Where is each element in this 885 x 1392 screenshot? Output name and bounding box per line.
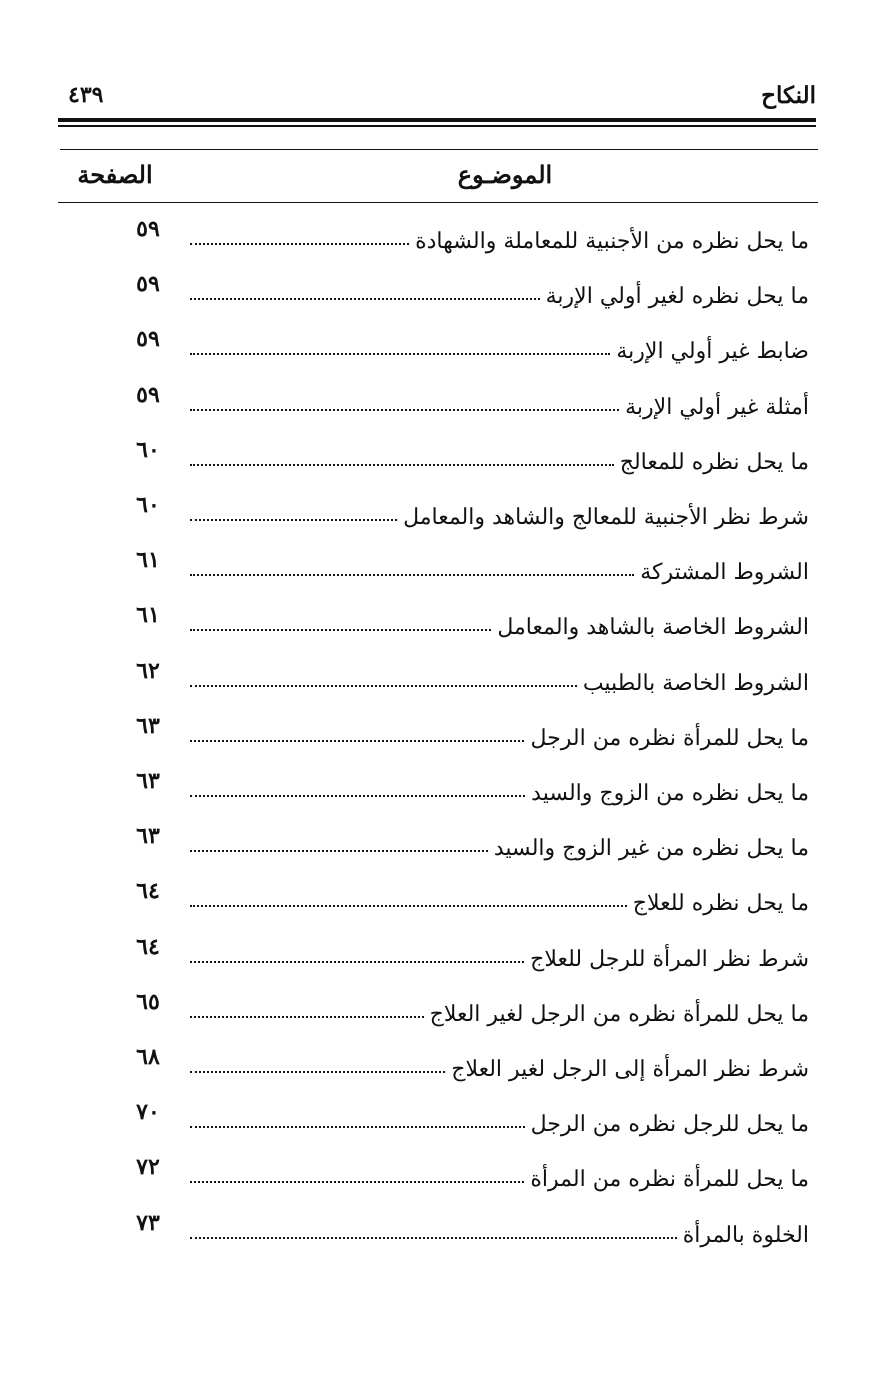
toc-entry-title: ضابط غير أولي الإربة (616, 339, 809, 365)
toc-row (0, 815, 885, 870)
header-rule-thin (58, 125, 816, 127)
page-column-heading: الصفحة (77, 160, 153, 189)
toc-page-number: ٧٢ (136, 1154, 160, 1181)
toc-page-number: ٧٣ (136, 1209, 160, 1236)
toc-page-number: ٦٢ (136, 657, 160, 684)
running-head (58, 82, 816, 114)
toc-entry-title: ما يحل نظره من الزوج والسيد (531, 781, 809, 806)
toc-page-number: ٦٥ (136, 988, 160, 1015)
toc-row (0, 208, 885, 263)
toc-entry-title: ما يحل للمرأة نظره من الرجل لغير العلاج (429, 1001, 809, 1027)
toc-page-number: ٥٩ (136, 216, 160, 242)
toc-row (0, 594, 885, 649)
toc-entry (190, 985, 809, 1027)
dot-leader (190, 685, 577, 687)
toc-entry-title: ما يحل نظره لغير أولي الإربة (545, 284, 809, 310)
dot-leader (190, 1071, 445, 1073)
dot-leader (190, 629, 491, 631)
dot-leader (190, 795, 525, 797)
toc-row (0, 760, 885, 815)
toc-entry-title: الشروط الخاصة بالطبيب (582, 670, 809, 696)
toc-page-number: ٥٩ (136, 271, 160, 298)
toc-entry (190, 322, 809, 364)
toc-entry-title: أمثلة غير أولي الإربة (625, 394, 809, 420)
toc-entry-title: ما يحل للرجل نظره من الرجل (530, 1112, 809, 1138)
toc-entry (190, 709, 809, 751)
toc-entry (190, 874, 809, 916)
toc-row (0, 926, 885, 981)
dot-leader (190, 1237, 677, 1239)
toc-row (0, 870, 885, 925)
toc-entry-title: الشروط المشتركة (640, 560, 809, 586)
column-header-bottom-rule (58, 202, 818, 203)
dot-leader (190, 409, 619, 411)
toc-entry (190, 764, 809, 806)
column-header-top-rule (60, 149, 818, 150)
toc-entry (190, 543, 809, 585)
dot-leader (190, 519, 397, 521)
toc-row (0, 263, 885, 318)
toc-row (0, 318, 885, 373)
toc-page-number: ٦٨ (136, 1044, 160, 1070)
toc-entry (190, 930, 809, 972)
toc-entry (190, 378, 809, 420)
toc-page-number: ٦٠ (136, 492, 160, 518)
toc-row (0, 374, 885, 429)
toc-entry-title: ما يحل نظره للمعالج (619, 449, 809, 475)
toc-row (0, 1036, 885, 1091)
dot-leader (190, 243, 409, 245)
toc-page-number: ٦٤ (136, 933, 160, 960)
toc-page-number: ٦١ (136, 547, 160, 574)
toc-entry-title: ما يحل نظره من غير الزوج والسيد (493, 836, 809, 862)
toc-entry-title: شرط نظر المرأة للرجل للعلاج (530, 946, 809, 972)
dot-leader (190, 353, 610, 355)
dot-leader (190, 850, 488, 852)
running-head-title: النكاح (761, 82, 816, 109)
toc-page-number: ٥٩ (136, 381, 160, 408)
toc-entry (190, 598, 809, 640)
toc-entry (190, 819, 809, 861)
dot-leader (190, 464, 614, 466)
toc-page-number: ٦٣ (136, 712, 160, 739)
toc-entry-title: ما يحل نظره من الأجنبية للمعاملة والشهادة (415, 229, 809, 254)
dot-leader (190, 1181, 524, 1183)
dot-leader (190, 1126, 525, 1128)
toc-entry-title: الخلوة بالمرأة (682, 1222, 809, 1248)
dot-leader (190, 961, 524, 963)
toc-entry-title: الشروط الخاصة بالشاهد والمعامل (497, 615, 809, 641)
toc-page-number: ٦٣ (136, 823, 160, 850)
toc-entry-title: ما يحل نظره للعلاج (632, 891, 809, 917)
toc-row (0, 1202, 885, 1257)
toc-entry-title: شرط نظر المرأة إلى الرجل لغير العلاج (451, 1057, 809, 1082)
toc-page-number: ٦٣ (136, 768, 160, 794)
toc-row (0, 1146, 885, 1201)
dot-leader (190, 1016, 424, 1018)
page-number: ٤٣٩ (68, 82, 104, 108)
toc-page-number: ٥٩ (136, 326, 160, 353)
toc-row (0, 484, 885, 539)
toc-row (0, 981, 885, 1036)
toc-page-number: ٦١ (136, 602, 160, 629)
toc-row (0, 650, 885, 705)
toc-entry (190, 1040, 809, 1082)
toc-page-number: ٧٠ (136, 1099, 160, 1126)
toc-row (0, 539, 885, 594)
toc-entry (190, 1150, 809, 1192)
toc-entry (190, 267, 809, 309)
dot-leader (190, 740, 524, 742)
toc-entry-title: ما يحل للمرأة نظره من الرجل (530, 725, 809, 751)
toc-entry (190, 488, 809, 530)
header-rule-thick (58, 118, 816, 122)
toc-row (0, 1091, 885, 1146)
toc-page-number: ٦٠ (136, 436, 160, 463)
subject-column-heading: الموضـوع (457, 160, 553, 189)
toc-page-number: ٦٤ (136, 878, 160, 905)
dot-leader (190, 298, 540, 300)
toc-entry-title: ما يحل للمرأة نظره من المرأة (530, 1167, 809, 1193)
dot-leader (190, 905, 627, 907)
toc-row (0, 429, 885, 484)
toc-entry-title: شرط نظر الأجنبية للمعالج والشاهد والمعامل (403, 505, 809, 530)
toc-entry (190, 212, 809, 254)
toc-entry (190, 1095, 809, 1137)
toc-entry (190, 433, 809, 475)
toc-entry (190, 1206, 809, 1248)
toc-entry (190, 654, 809, 696)
dot-leader (190, 574, 634, 576)
toc-row (0, 705, 885, 760)
